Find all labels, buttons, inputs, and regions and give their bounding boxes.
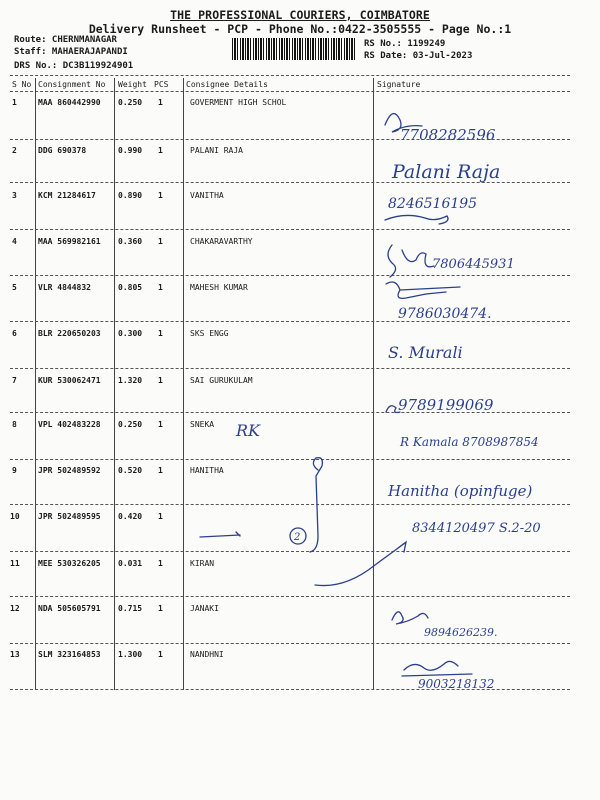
- row-pcs: 1: [158, 376, 163, 385]
- row-sno: 4: [12, 237, 17, 246]
- row-consignee: SKS ENGG: [190, 329, 229, 338]
- signature-text: 9003218132: [418, 677, 495, 691]
- col-header-consignment: Consignment No: [38, 80, 106, 89]
- row-weight: 1.300: [118, 650, 143, 659]
- row-sno: 6: [12, 329, 17, 338]
- row-pcs: 1: [158, 559, 163, 568]
- row-weight: 0.031: [118, 559, 143, 568]
- row-consignee: SAI GURUKULAM: [190, 376, 253, 385]
- row-sno: 9: [12, 466, 17, 475]
- sneka-mark: RK: [236, 421, 260, 440]
- row-consignee: MAHESH KUMAR: [190, 283, 248, 292]
- company-title: THE PROFESSIONAL COURIERS, COIMBATORE: [170, 8, 430, 22]
- row-consignment: SLM 323164853: [38, 650, 101, 659]
- row-weight: 0.250: [118, 98, 143, 107]
- signature-scribble: [402, 661, 472, 676]
- row-consignment: VPL 402483228: [38, 420, 101, 429]
- row-weight: 0.990: [118, 146, 143, 155]
- rs-number: RS No.: 1199249: [364, 39, 446, 49]
- row-sno: 11: [10, 559, 20, 568]
- row-pcs: 1: [158, 512, 163, 521]
- row-pcs: 1: [158, 420, 163, 429]
- signature-text: Hanitha (opinfuge): [388, 482, 533, 500]
- row-weight: 0.715: [118, 604, 143, 613]
- row-weight: 0.300: [118, 329, 143, 338]
- row-weight: 1.320: [118, 376, 143, 385]
- signature-text: 9894626239.: [424, 626, 498, 639]
- signature-text: Palani Raja: [392, 161, 501, 183]
- row-consignment: JPR 502489592: [38, 466, 101, 475]
- row-consignment: DDG 690378: [38, 146, 87, 155]
- row-consignee: GOVERMENT HIGH SCHOL: [190, 98, 287, 107]
- row-sno: 2: [12, 146, 17, 155]
- row-pcs: 1: [158, 650, 163, 659]
- row-pcs: 1: [158, 191, 163, 200]
- row-consignment: MAA 860442990: [38, 98, 101, 107]
- signature-text: 8246516195: [388, 196, 478, 212]
- signature-text: 7708282596: [400, 126, 496, 144]
- row-sno: 10: [10, 512, 20, 521]
- rs-date: RS Date: 03-Jul-2023: [364, 51, 473, 61]
- col-header-sno: S No: [12, 80, 32, 89]
- row-consignment: NDA 505605791: [38, 604, 101, 613]
- row-sno: 12: [10, 604, 20, 613]
- row-pcs: 1: [158, 237, 163, 246]
- row-consignment: VLR 4844832: [38, 283, 91, 292]
- col-header-consignee: Consignee Details: [186, 80, 268, 89]
- runsheet-subtitle: Delivery Runsheet - PCP - Phone No.:0422-3505555 - Page No.:1: [88, 22, 512, 36]
- col-header-pcs: PCS: [154, 80, 169, 89]
- bracket-mark: [310, 458, 322, 552]
- row-consignment: MEE 530326205: [38, 559, 101, 568]
- row-pcs: 1: [158, 466, 163, 475]
- row-consignee: NANDHNI: [190, 650, 224, 659]
- row-consignee: JANAKI: [190, 604, 219, 613]
- row-consignee: PALANI RAJA: [190, 146, 243, 155]
- row-consignment: BLR 220650203: [38, 329, 101, 338]
- row-sno: 1: [12, 98, 17, 107]
- row-consignment: MAA 569982161: [38, 237, 101, 246]
- row-sno: 5: [12, 283, 17, 292]
- arrow-mark: [315, 542, 406, 586]
- row-sno: 3: [12, 191, 17, 200]
- col-header-signature: Signature: [377, 80, 421, 89]
- row-pcs: 1: [158, 283, 163, 292]
- signature-scribble: [392, 612, 428, 624]
- row-consignee: KIRAN: [190, 559, 215, 568]
- row-consignment: KUR 530062471: [38, 376, 101, 385]
- row-sno: 8: [12, 420, 17, 429]
- row-pcs: 1: [158, 604, 163, 613]
- row-weight: 0.805: [118, 283, 143, 292]
- row-sno: 13: [10, 650, 20, 659]
- row-pcs: 1: [158, 146, 163, 155]
- signature-text: R Kamala 8708987854: [400, 435, 539, 449]
- row-consignee: SNEKA: [190, 420, 215, 429]
- signature-scribble: [386, 282, 460, 298]
- row-weight: 0.420: [118, 512, 143, 521]
- signature-scribble: [388, 245, 434, 277]
- row-consignee: VANITHA: [190, 191, 224, 200]
- signature-text: 9786030474.: [398, 306, 492, 322]
- row-sno: 7: [12, 376, 17, 385]
- signature-text: 7806445931: [432, 257, 515, 272]
- row-consignee: CHAKARAVARTHY: [190, 237, 253, 246]
- signature-text: S. Murali: [388, 343, 463, 362]
- row-weight: 0.250: [118, 420, 143, 429]
- row-consignee: HANITHA: [190, 466, 224, 475]
- route-label: Route: CHERNMANAGAR: [14, 35, 117, 45]
- dash-mark: [200, 532, 240, 537]
- row-pcs: 1: [158, 98, 163, 107]
- drs-number: DRS No.: DC3B119924901: [14, 61, 134, 71]
- signature-text: 8344120497 S.2-20: [412, 521, 541, 536]
- row-weight: 0.890: [118, 191, 143, 200]
- row-consignment: KCM 21284617: [38, 191, 96, 200]
- row-pcs: 1: [158, 329, 163, 338]
- col-header-weight: Weight: [118, 80, 147, 89]
- row-weight: 0.360: [118, 237, 143, 246]
- row-weight: 0.520: [118, 466, 143, 475]
- signature-scribble: [385, 215, 448, 224]
- signature-text: 9789199069: [398, 396, 494, 414]
- circled-number: 2: [294, 532, 301, 543]
- staff-label: Staff: MAHAERAJAPANDI: [14, 47, 128, 57]
- row-consignment: JPR 502489595: [38, 512, 101, 521]
